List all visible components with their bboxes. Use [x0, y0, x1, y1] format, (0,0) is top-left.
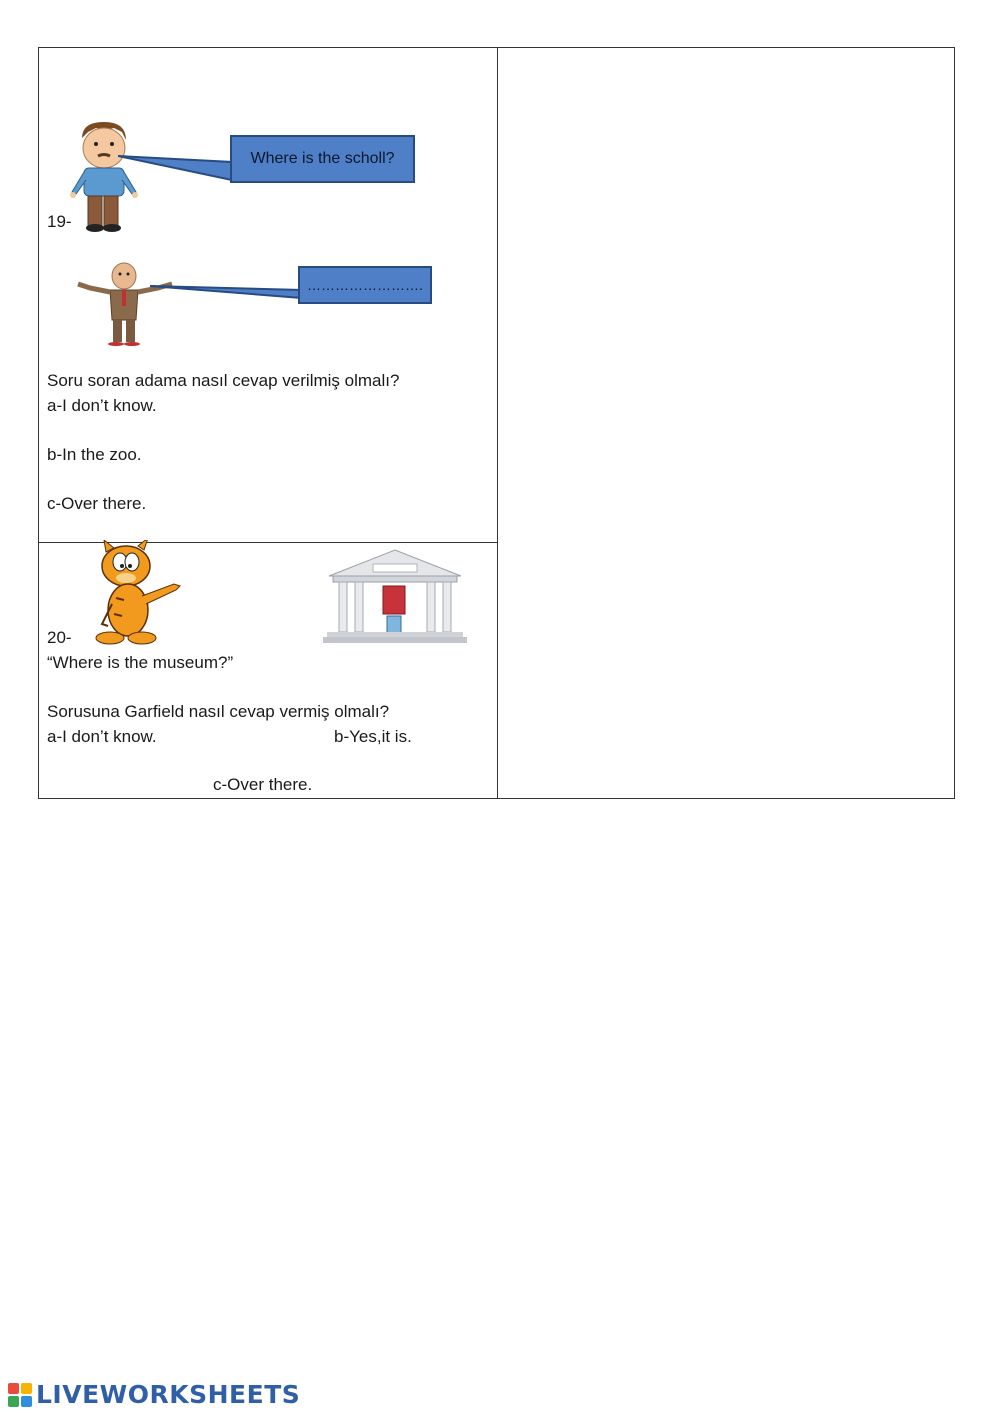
question-20-option-a[interactable]: a-I don’t know.	[47, 727, 157, 746]
question-20-number: 20-	[47, 628, 72, 647]
liveworksheets-logo-icon	[8, 1383, 32, 1407]
garfield-pointing-illustration	[90, 540, 186, 646]
question-20-prompt: Sorusuna Garfield nasıl cevap vermiş olmalı?	[47, 702, 390, 721]
question-19-number: 19-	[47, 212, 72, 231]
question-19-option-c[interactable]: c-Over there.	[47, 494, 147, 513]
speech-bubble-tail	[118, 150, 238, 184]
man-shrugging-illustration	[72, 262, 180, 346]
question-20-option-b[interactable]: b-Yes,it is.	[334, 727, 412, 746]
question-19-option-b[interactable]: b-In the zoo.	[47, 445, 142, 464]
speech-bubble-question: Where is the scholl?	[230, 135, 415, 183]
column-divider	[497, 48, 498, 798]
speech-bubble-answer-blank[interactable]: …………………….	[298, 266, 432, 304]
question-20-quote: “Where is the museum?”	[47, 653, 234, 672]
question-19-prompt: Soru soran adama nasıl cevap verilmiş olmalı?	[47, 371, 400, 390]
question-19-option-a[interactable]: a-I don’t know.	[47, 396, 157, 415]
liveworksheets-logo	[8, 1380, 300, 1409]
speech-bubble-tail	[150, 280, 310, 302]
brand-name: LIVEWORKSHEETS	[36, 1380, 301, 1409]
museum-building-illustration	[323, 546, 467, 646]
question-20-option-c[interactable]: c-Over there.	[213, 775, 313, 794]
